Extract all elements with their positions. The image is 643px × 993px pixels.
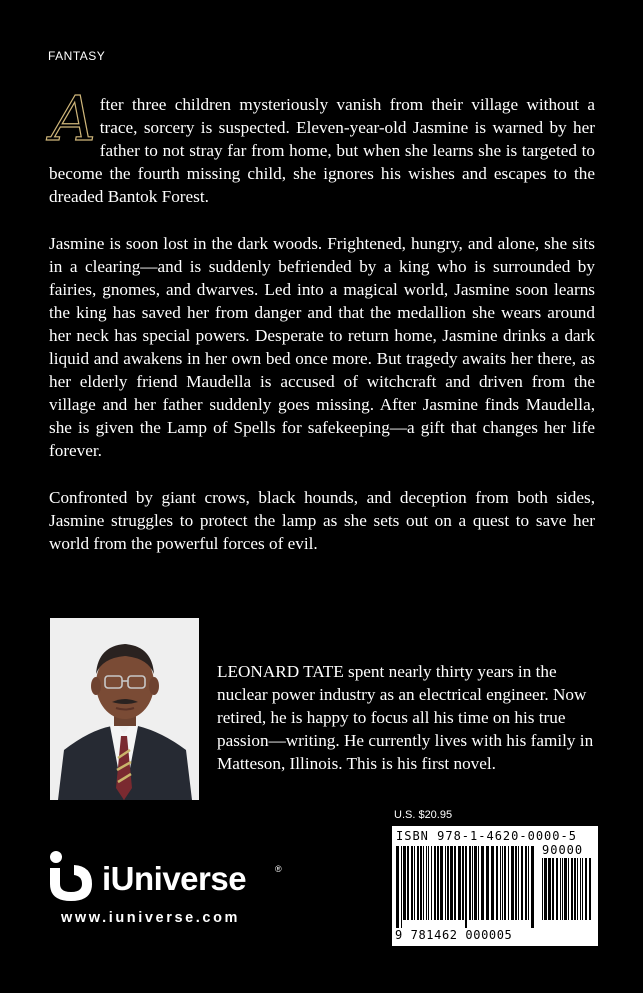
barcode-bar bbox=[491, 846, 494, 920]
barcode-bar bbox=[577, 858, 578, 920]
barcode-bar bbox=[542, 858, 543, 920]
addon-barcode-bars bbox=[542, 858, 594, 928]
barcode-bar bbox=[486, 846, 489, 920]
barcode-bar bbox=[454, 846, 456, 920]
barcode-bar bbox=[585, 858, 587, 920]
barcode-bar bbox=[502, 846, 503, 920]
barcode-bar bbox=[481, 846, 484, 920]
barcode-bar bbox=[548, 858, 551, 920]
publisher-website: www.iuniverse.com bbox=[61, 910, 241, 926]
barcode-bar bbox=[552, 858, 554, 920]
barcode-bar bbox=[515, 846, 517, 920]
barcode-bar bbox=[414, 846, 415, 920]
author-bio: LEONARD TATE spent nearly thirty years in the nuclear power industry as an electrical engineer. Now retired, he is happy to focus all his time on his true passion—writing. He currently lives with his family in Matteson, Illinois. This is his first novel. bbox=[217, 662, 594, 773]
barcode-bar bbox=[434, 846, 436, 920]
barcode-bar bbox=[531, 846, 534, 928]
barcode-bar bbox=[508, 846, 509, 920]
barcode-bar bbox=[580, 858, 581, 920]
author-photo bbox=[50, 618, 199, 800]
barcode-bar bbox=[445, 846, 446, 920]
barcode-bar bbox=[423, 846, 424, 920]
barcode-bar bbox=[420, 846, 422, 920]
ean-digits: 9 781462 000005 bbox=[395, 928, 513, 942]
blurb-paragraph-1 bbox=[49, 82, 595, 208]
barcode-bar bbox=[472, 846, 473, 920]
barcode-bar bbox=[462, 846, 464, 920]
barcode-bar bbox=[437, 846, 439, 920]
price-addon-digits: 90000 bbox=[542, 843, 584, 857]
barcode-bar bbox=[556, 858, 558, 920]
barcode-bar bbox=[478, 846, 479, 920]
drop-cap-letter: A bbox=[51, 82, 96, 155]
genre-label: FANTASY bbox=[48, 49, 106, 63]
barcode-bar bbox=[450, 846, 453, 920]
barcode-bar bbox=[469, 846, 471, 920]
book-blurb bbox=[49, 82, 595, 579]
price-label: U.S. $20.95 bbox=[394, 809, 453, 821]
barcode-bar bbox=[525, 846, 527, 920]
barcode-bar bbox=[401, 846, 402, 928]
barcode-bar bbox=[528, 846, 529, 920]
barcode-bar bbox=[589, 858, 591, 920]
barcode-bar bbox=[396, 846, 399, 928]
barcode-bar bbox=[568, 858, 569, 920]
barcode-bar bbox=[504, 846, 506, 920]
barcode-bar bbox=[518, 846, 519, 920]
iuniverse-logo-icon bbox=[46, 848, 96, 904]
barcode-bar bbox=[500, 846, 501, 920]
barcode-bar bbox=[474, 846, 477, 920]
isbn-barcode bbox=[392, 826, 598, 946]
barcode-bar bbox=[521, 846, 523, 920]
barcode-bar bbox=[574, 858, 576, 920]
publisher-logo bbox=[46, 848, 296, 904]
barcode-bar bbox=[465, 846, 467, 928]
barcode-bar bbox=[431, 846, 432, 920]
barcode-bar bbox=[411, 846, 413, 920]
barcode-bar bbox=[458, 846, 461, 920]
registered-mark: ® bbox=[275, 864, 282, 874]
barcode-bar bbox=[447, 846, 449, 920]
barcode-bar bbox=[564, 858, 567, 920]
barcode-bar bbox=[428, 846, 429, 920]
barcode-bar bbox=[511, 846, 514, 920]
barcode-bar bbox=[403, 846, 406, 920]
author-portrait-illustration bbox=[50, 618, 199, 800]
barcode-bar bbox=[496, 846, 498, 920]
ean-barcode-bars bbox=[396, 846, 536, 928]
blurb-paragraph-3: Confronted by giant crows, black hounds, and deception from both sides, Jasmine struggles to protect the lamp as she sets out on a quest to save her world from the powerful forces of evil. bbox=[49, 488, 595, 553]
isbn-number: ISBN 978-1-4620-0000-5 bbox=[396, 829, 577, 843]
barcode-bar bbox=[417, 846, 419, 920]
barcode-bar bbox=[562, 858, 563, 920]
blurb-paragraph-2: Jasmine is soon lost in the dark woods. Frightened, hungry, and alone, she sits in a clearing—and is suddenly befriended by a king who is surrounded by fairies, gnomes, and dwarves. Led into a magical world, Jasmine soon learns the king has saved her from danger and that the medallion she wears around her neck has special powers. Desperate to return home, Jasmine drinks a dark liquid and awakens in her own bed once more. But tragedy awaits her there, as her elderly friend Maudella is accused of witchcraft and driven from the village and her father suddenly goes missing. After Jasmine finds Maudella, she is given the Lamp of Spells for safekeeping—a gift that changes her life forever. bbox=[49, 234, 595, 460]
barcode-bar bbox=[560, 858, 561, 920]
barcode-bar bbox=[544, 858, 547, 920]
barcode-bar bbox=[407, 846, 409, 920]
barcode-bar bbox=[571, 858, 573, 920]
blurb-paragraph-1-text: fter three children mysteriously vanish from their village without a trace, sorcery is suspected. Eleven-year-old Jasmine is warned by her father to not stray far from home, but when she learns she is targeted to become the fourth missing child, she ignores his wishes and escapes to the dreaded Bantok Forest. bbox=[49, 95, 595, 206]
barcode-bar bbox=[582, 858, 583, 920]
publisher-name: iUniverse bbox=[102, 860, 247, 897]
barcode-bar bbox=[426, 846, 427, 920]
barcode-bar bbox=[440, 846, 443, 920]
